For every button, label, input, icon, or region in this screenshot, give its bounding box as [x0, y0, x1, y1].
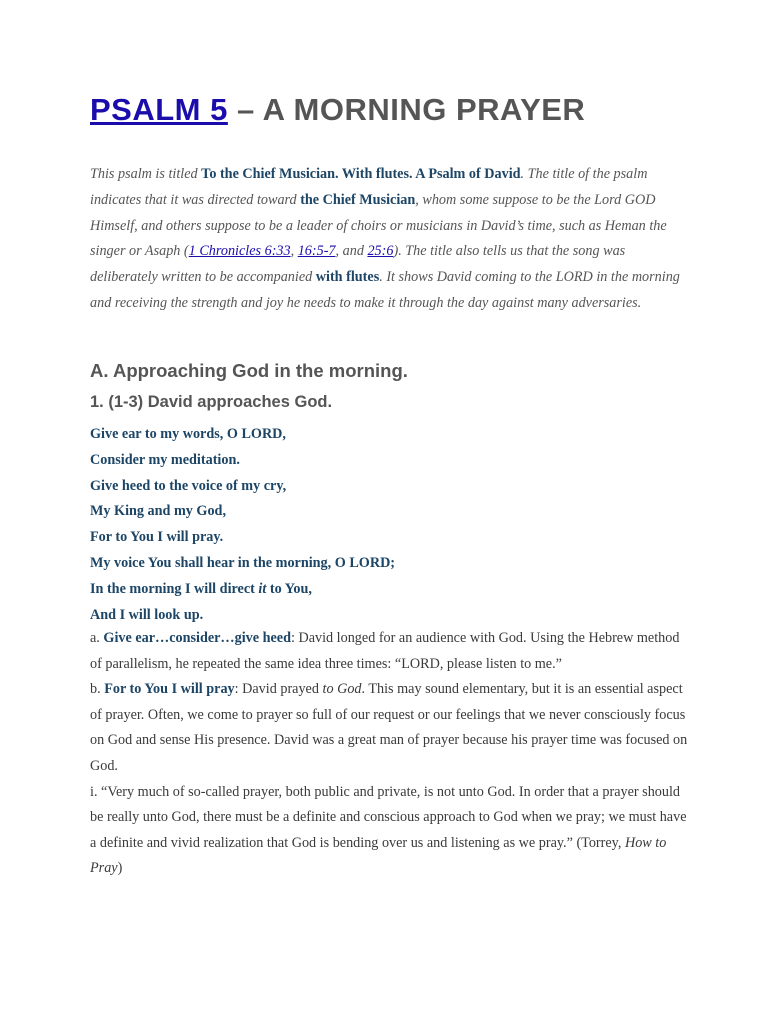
ref-link-1-chronicles-6-33[interactable]: 1 Chronicles 6:33 — [188, 243, 291, 260]
note-text: . This may sound elementary, but it is an essential aspect of prayer. Often, we come to prayer so full of our request or our feelings that we never consciously focus on God and sense His presence. David was a great man of prayer because his prayer time was focused on God. — [90, 681, 688, 774]
verse-line — [90, 577, 395, 603]
intro-text: . The title of the psalm indicates that it was directed toward — [90, 166, 648, 208]
book-title: How to Pray — [90, 834, 667, 877]
intro-highlight-title: To the Chief Musician. With flutes. A Psalm of David — [201, 166, 521, 182]
intro-highlight-chief-musician: the Chief Musician — [300, 191, 416, 208]
verse-line: Give ear to my words, O LORD, — [90, 426, 286, 442]
intro-text: , and — [335, 243, 368, 260]
intro-highlight-flutes: with flutes — [315, 269, 380, 286]
verse-line: My King and my God, — [90, 503, 226, 520]
ref-link-16-5-7[interactable]: 16:5-7 — [297, 243, 336, 260]
section-heading: A. Approaching God in the morning. — [90, 360, 408, 381]
note-highlight: Give ear…consider…give heed — [103, 630, 291, 646]
intro-paragraph — [90, 162, 680, 317]
intro-text: . It shows David coming to the LORD in the morning and receiving the strength and joy he needs to make it through the day against many adversaries. — [90, 269, 680, 311]
note-emphasis: to God — [322, 681, 362, 698]
page-title — [90, 92, 585, 128]
note-text: : David prayed — [234, 681, 323, 698]
ref-link-25-6[interactable]: 25:6 — [367, 243, 394, 260]
commentary — [90, 626, 690, 882]
note-highlight: For to You I will pray — [104, 681, 235, 698]
sub-heading: 1. (1-3) David approaches God. — [90, 393, 333, 411]
quote-end: ) — [117, 860, 123, 877]
note-text: : David longed for an audience with God. Using the Hebrew method of parallelism, he repeated the same idea three times: “LORD, please listen to me.” — [90, 630, 680, 672]
intro-text: , whom some suppose to be the Lord GOD Himself, and others suppose to be a leader of choirs or musicians in David’s time, such as Heman the singer or Asaph ( — [90, 191, 667, 260]
verse-line: Give heed to the voice of my cry, — [90, 477, 287, 494]
scripture-passage — [90, 422, 395, 628]
title-rest: – A MORNING PRAYER — [227, 92, 586, 127]
verse-text: In the morning I will direct — [90, 580, 259, 597]
psalm-link[interactable]: PSALM 5 — [90, 92, 228, 127]
intro-text: ). The title also tells us that the song was deliberately written to be accompanied — [90, 243, 626, 286]
note-i-quote — [90, 780, 690, 882]
note-b — [90, 677, 690, 779]
verse-line: My voice You shall hear in the morning, O LORD; — [90, 554, 396, 571]
note-marker: a. — [90, 630, 104, 646]
intro-text: , — [290, 243, 298, 260]
note-a — [90, 626, 690, 677]
quote-text: i. “Very much of so-called prayer, both public and private, is not unto God. In order that a prayer should be really unto God, there must be a definite and conscious approach to God when we pray; we must have a definite and vivid realization that God is bending over us and listening as we pray.” (Torrey, — [90, 783, 687, 851]
verse-line: Consider my meditation. — [90, 451, 240, 468]
verse-line: And I will look up. — [90, 606, 204, 623]
intro-text: This psalm is titled — [90, 166, 202, 182]
note-marker: b. — [90, 681, 105, 698]
verse-line: For to You I will pray. — [90, 529, 224, 546]
verse-text: to You, — [266, 580, 312, 597]
verse-italic-word: it — [258, 580, 267, 597]
